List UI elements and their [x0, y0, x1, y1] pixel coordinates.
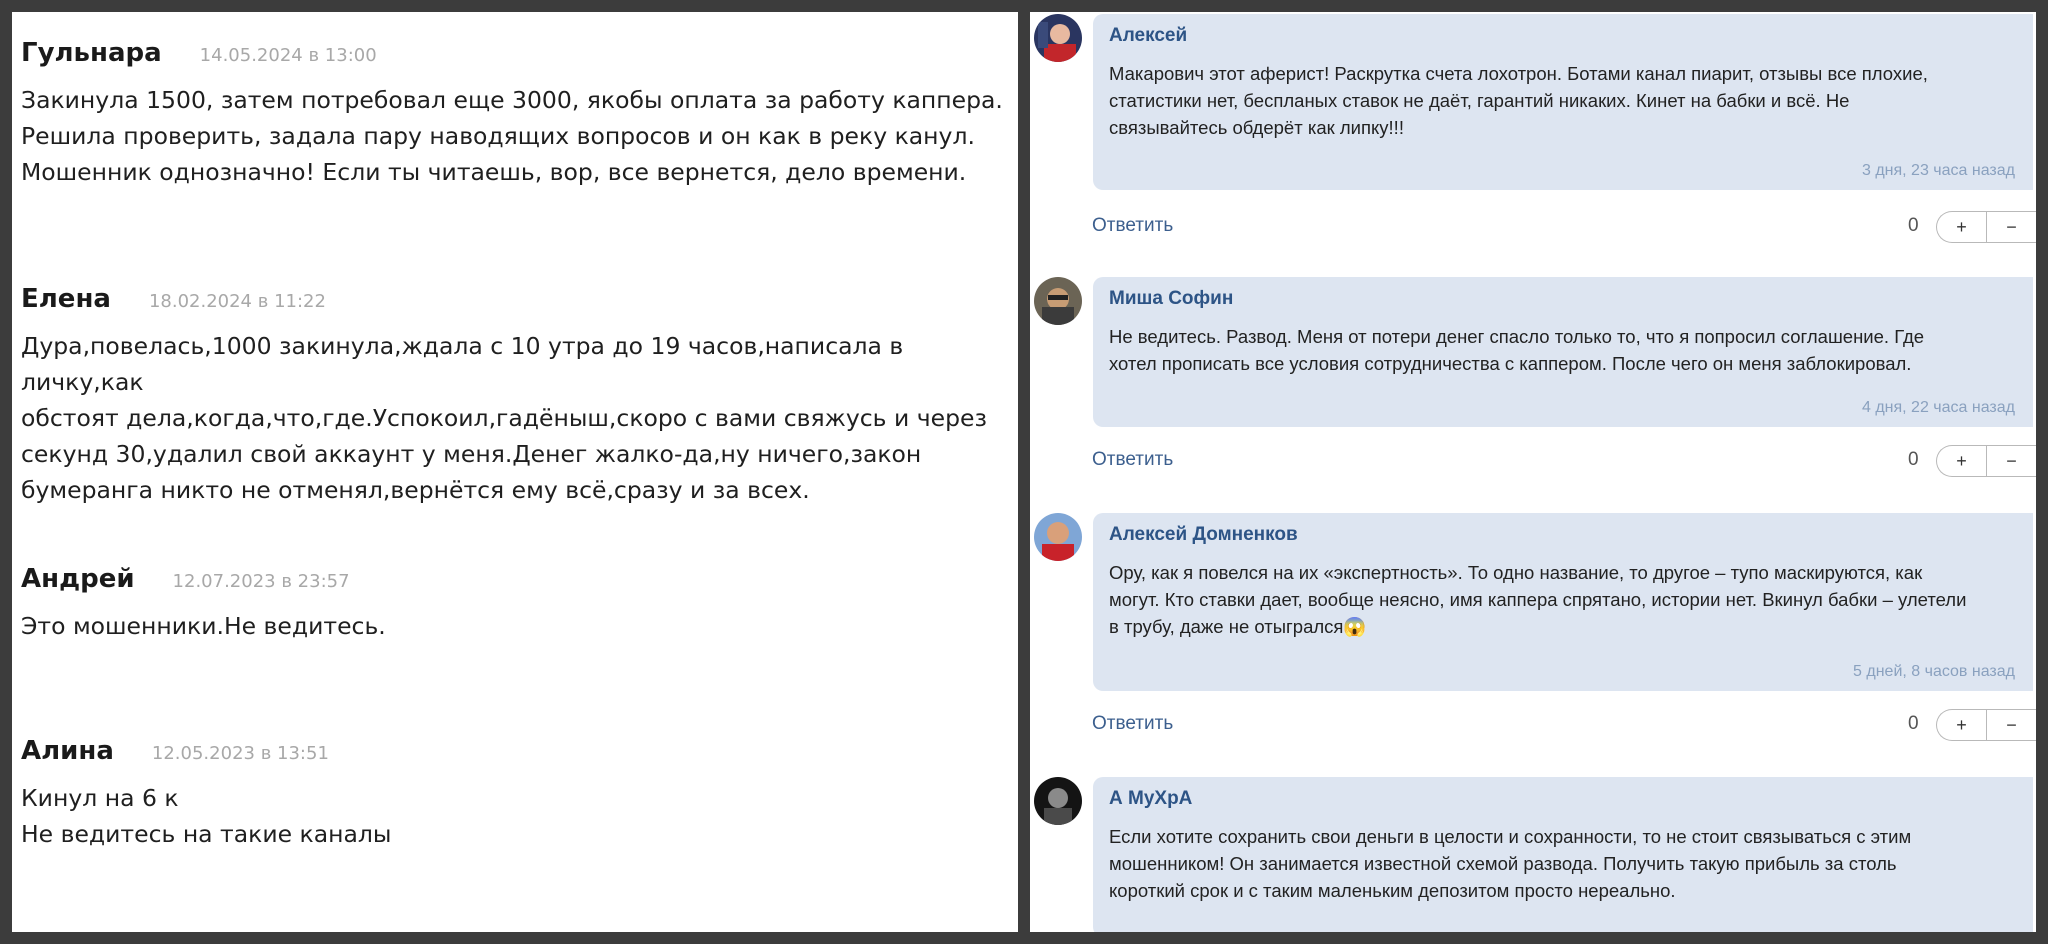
comment-text: Если хотите сохранить свои деньги в целости и сохранности, то не стоит связываться с этим мошенником! Он занимается известной схемой развода. Получить такую прибыль за столь короткий срок и с таким маленьким депозитом просто нереально.: [1109, 826, 1912, 901]
review-date: 12.05.2023 в 13:51: [151, 743, 329, 764]
reply-link[interactable]: Ответить: [1092, 713, 1174, 734]
vote-count: 0: [1908, 449, 1919, 470]
left-reviews-panel: [12, 12, 1018, 932]
reply-link[interactable]: Ответить: [1092, 215, 1174, 236]
comment-author[interactable]: Алексей Домненков: [1109, 524, 1298, 545]
comment-text: Ору, как я повелся на их «экспертность». То одно название, то другое – тупо маскируются, как могут. Кто ставки дает, вообще неясно, имя каппера спрятано, истории нет. Вкинул бабки – улетели в трубу, даже не отыгрался😱: [1109, 562, 1967, 637]
comment-bubble: [1093, 513, 2033, 691]
comment-bubble: [1093, 277, 2033, 427]
review-header: [21, 38, 1011, 68]
vote-controls: [1936, 445, 2036, 477]
comment-author[interactable]: А МуХрА: [1109, 788, 1193, 809]
review-text: Закинула 1500, затем потребовал еще 3000, якобы оплата за работу каппера. Решила проверить, задала пару наводящих вопросов и он как в реку канул. Мошенник однозначно! Если ты читаешь, вор, все вернется, дело времени.: [21, 86, 1003, 186]
review-text: Это мошенники.Не ведитесь.: [21, 612, 386, 640]
upvote-button[interactable]: +: [1956, 450, 1967, 471]
upvote-button[interactable]: +: [1956, 714, 1967, 735]
review-author: Андрей: [21, 564, 135, 594]
comment-author[interactable]: Миша Софин: [1109, 288, 1234, 309]
vote-count: 0: [1908, 215, 1919, 236]
review-date: 12.07.2023 в 23:57: [172, 571, 350, 592]
review-author: Алина: [21, 736, 114, 766]
review-date: 18.02.2024 в 11:22: [148, 291, 326, 312]
review-date: 14.05.2024 в 13:00: [199, 45, 377, 66]
vote-controls: [1936, 211, 2036, 243]
vote-controls: [1936, 709, 2036, 741]
downvote-button[interactable]: −: [1986, 710, 2036, 740]
comment-text: Не ведитесь. Развод. Меня от потери денег спасло только то, что я попросил соглашение. Где хотел прописать все условия сотрудничества с каппером. После чего он меня заблокировал.: [1109, 326, 1925, 374]
vote-count: 0: [1908, 713, 1919, 734]
comment-timestamp: 5 дней, 8 часов назад: [1853, 663, 2015, 680]
avatar: [1034, 513, 1082, 561]
review-item: [21, 736, 1011, 852]
avatar: [1034, 777, 1082, 825]
review-item: [21, 38, 1011, 190]
reply-link[interactable]: Ответить: [1092, 449, 1174, 470]
comment-timestamp: 4 дня, 22 часа назад: [1861, 399, 2015, 416]
comment-timestamp: 3 дня, 23 часа назад: [1861, 162, 2015, 179]
comment-bubble: [1093, 14, 2033, 190]
review-item: [21, 564, 1011, 644]
review-header: [21, 736, 1011, 766]
review-header: [21, 284, 1011, 314]
review-item: [21, 284, 1011, 508]
avatar: [1034, 14, 1082, 62]
comment-bubble: [1093, 777, 2033, 932]
comment-author[interactable]: Алексей: [1109, 25, 1188, 46]
review-author: Елена: [21, 284, 111, 314]
review-text: Дура,повелась,1000 закинула,ждала с 10 утра до 19 часов,написала в личку,как обстоят дела,когда,что,где.Успокоил,гадёныш,скоро с вами свяжусь и через секунд 30,удалил свой аккаунт у меня.Денег жалко-да,ну ничего,закон бумеранга никто не отменял,вернётся ему всё,сразу и за всех.: [21, 332, 987, 504]
downvote-button[interactable]: −: [1986, 212, 2036, 242]
avatar: [1034, 277, 1082, 325]
comment-text: Макарович этот аферист! Раскрутка счета лохотрон. Ботами канал пиарит, отзывы все плохие, статистики нет, беспланых ставок не даёт, гарантий никаких. Кинет на бабки и всё. Не связывайтесь обдерёт как липку!!!: [1109, 63, 1928, 138]
right-comments-panel: [1030, 12, 2036, 932]
downvote-button[interactable]: −: [1986, 446, 2036, 476]
review-author: Гульнара: [21, 38, 162, 68]
upvote-button[interactable]: +: [1956, 216, 1967, 237]
review-text: Кинул на 6 к Не ведитесь на такие каналы: [21, 784, 392, 848]
review-header: [21, 564, 1011, 594]
